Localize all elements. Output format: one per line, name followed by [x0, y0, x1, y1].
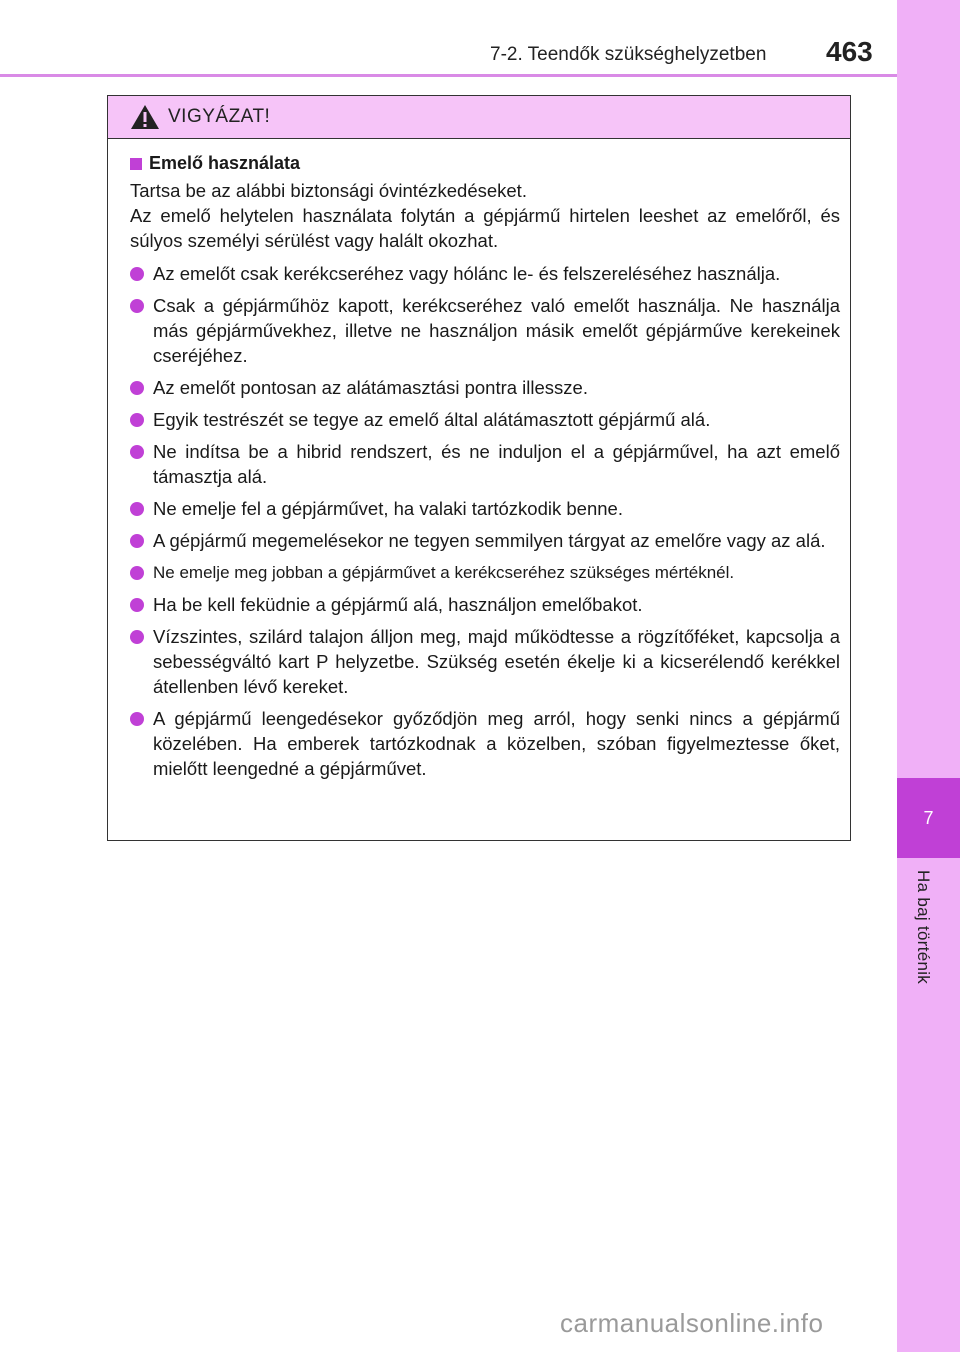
section-title: 7-2. Teendők szükséghelyzetben [490, 44, 767, 65]
watermark: carmanualsonline.info [560, 1308, 824, 1338]
list-item: Vízszintes, szilárd talajon álljon meg, majd működtesse a rögzítőféket, kapcsolja a sebességváltó kart P helyzetbe. Szükség esetén ékelje ki a kicserélendő kerékkel átellenben lévő kereket. [130, 624, 840, 699]
list-item: Ne indítsa be a hibrid rendszert, és ne induljon el a gépjárművel, ha azt emelő támasztja alá. [130, 439, 840, 489]
circle-bullet-icon [130, 413, 144, 427]
subheading [130, 153, 840, 174]
circle-bullet-icon [130, 712, 144, 726]
circle-bullet-icon [130, 381, 144, 395]
page-number: 463 [826, 36, 873, 67]
circle-bullet-icon [130, 630, 144, 644]
chapter-number: 7 [897, 778, 960, 858]
list-item: Ne emelje fel a gépjárművet, ha valaki tartózkodik benne. [130, 496, 840, 521]
circle-bullet-icon [130, 502, 144, 516]
circle-bullet-icon [130, 267, 144, 281]
list-item: Az emelőt csak kerékcseréhez vagy hólánc le- és felszereléséhez használja. [130, 261, 840, 286]
warning-box [107, 95, 851, 841]
list-item: Csak a gépjárműhöz kapott, kerékcseréhez való emelőt használja. Ne használja más gépjárművekhez, illetve ne használjon másik emelőt gépjárműve kerekeinek cseréjéhez. [130, 293, 840, 368]
list-item: A gépjármű megemelésekor ne tegyen semmilyen tárgyat az emelőre vagy az alá. [130, 528, 840, 553]
warning-label: VIGYÁZAT! [168, 106, 271, 127]
circle-bullet-icon [130, 566, 144, 580]
circle-bullet-icon [130, 299, 144, 313]
list-item: Ne emelje meg jobban a gépjárművet a kerékcseréhez szükséges mértéknél. [130, 560, 840, 585]
list-item: Az emelőt pontosan az alátámasztási pontra illessze. [130, 375, 840, 400]
chapter-label: Ha baj történik [914, 870, 933, 985]
circle-bullet-icon [130, 598, 144, 612]
chapter-side-tab [897, 0, 960, 1352]
circle-bullet-icon [130, 534, 144, 548]
square-bullet-icon [130, 158, 142, 170]
circle-bullet-icon [130, 445, 144, 459]
list-item: Egyik testrészét se tegye az emelő által alátámasztott gépjármű alá. [130, 407, 840, 432]
intro-text [130, 178, 840, 253]
warning-triangle-icon [130, 104, 160, 130]
intro-line: Tartsa be az alábbi biztonsági óvintézkedéseket. [130, 180, 527, 201]
precaution-list [130, 261, 840, 781]
header-divider [0, 74, 897, 77]
list-item: Ha be kell feküdnie a gépjármű alá, használjon emelőbakot. [130, 592, 840, 617]
warning-header [108, 96, 850, 139]
subheading-text: Emelő használata [149, 153, 301, 173]
warning-body [108, 139, 850, 781]
list-item: A gépjármű leengedésekor győződjön meg arról, hogy senki nincs a gépjármű közelében. Ha emberek tartózkodnak a közelben, szóban figyelmeztesse őket, mielőtt leengedné a gépjárművet. [130, 706, 840, 781]
intro-line: Az emelő helytelen használata folytán a gépjármű hirtelen leeshet az emelőről, és súlyos személyi sérülést vagy halált okozhat. [130, 205, 840, 251]
